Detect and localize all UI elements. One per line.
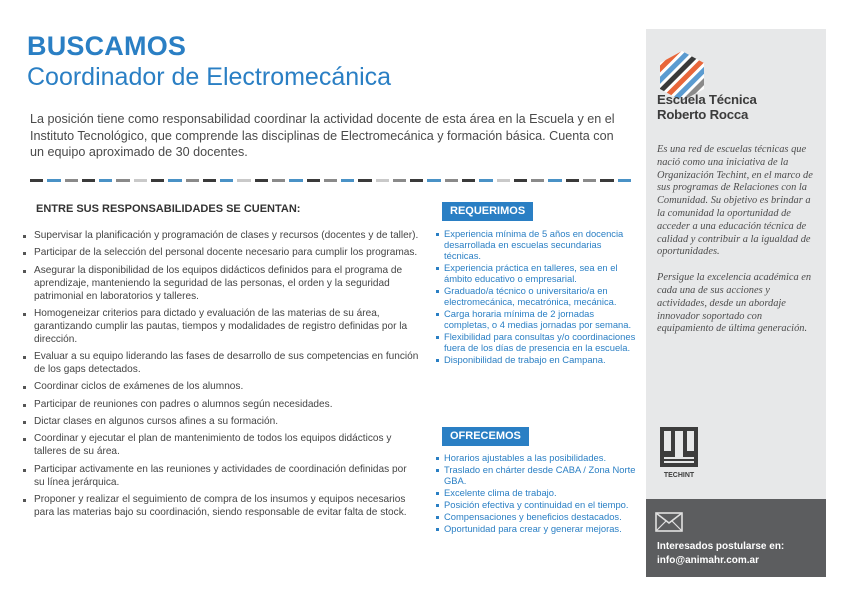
stripe-segment [289, 179, 302, 182]
stripe-segment [30, 179, 43, 182]
stripe-segment [186, 179, 199, 182]
stripe-segment [134, 179, 147, 182]
stripe-segment [393, 179, 406, 182]
stripe-segment [618, 179, 631, 182]
techint-logo-icon [660, 427, 698, 481]
list-item: Flexibilidad para consultas y/o coordinaciones fuera de los días de presencia en la escuela. [436, 331, 636, 353]
stripe-segment [566, 179, 579, 182]
stripe-segment [358, 179, 371, 182]
list-item: Graduado/a técnico o universitario/a en electromecánica, mecatrónica, mecánica. [436, 285, 636, 307]
color-stripe-divider [30, 179, 631, 182]
stripe-segment [65, 179, 78, 182]
stripe-segment [168, 179, 181, 182]
stripe-segment [479, 179, 492, 182]
list-item: Coordinar y ejecutar el plan de mantenimiento de todos los equipos didácticos y talleres de su área. [23, 432, 419, 458]
list-item: Excelente clima de trabajo. [436, 487, 636, 498]
list-item: Participar de reuniones con padres o alumnos según necesidades. [23, 398, 419, 411]
offers-badge: OFRECEMOS [442, 427, 529, 446]
stripe-segment [341, 179, 354, 182]
stripe-segment [410, 179, 423, 182]
sidebar-paragraph: Es una red de escuelas técnicas que nació como una iniciativa de la Organización Techint, en el marco de sus programas de Relaciones con la Comunidad. Su objetivo es brindar a la comunidad la oportunidad de acceder a una educación técnica de calidad y contribuir a la igualdad de oportunidades. [657, 144, 813, 258]
school-name-line1: Escuela Técnica [657, 92, 757, 107]
page-title: BUSCAMOS [27, 31, 187, 61]
stripe-segment [99, 179, 112, 182]
list-item: Experiencia mínima de 5 años en docencia desarrollada en escuelas secundarias técnicas. [436, 228, 636, 261]
stripe-segment [427, 179, 440, 182]
stripe-segment [531, 179, 544, 182]
stripe-segment [272, 179, 285, 182]
stripe-segment [237, 179, 250, 182]
stripe-segment [445, 179, 458, 182]
stripe-segment [600, 179, 613, 182]
list-item: Posición efectiva y continuidad en el tiempo. [436, 499, 636, 510]
stripe-segment [82, 179, 95, 182]
list-item: Carga horaria mínima de 2 jornadas completas, o 4 medias jornadas por semana. [436, 308, 636, 330]
list-item: Dictar clases en algunos cursos afines a su formación. [23, 415, 419, 428]
contact-box [646, 499, 826, 577]
stripe-segment [116, 179, 129, 182]
list-item: Oportunidad para crear y generar mejoras. [436, 523, 636, 534]
list-item: Homogeneizar criterios para dictado y evaluación de las materias de su área, garantizando cumplir las pautas, tiempos y modalidades de registro definidas por la dirección. [23, 307, 419, 346]
stripe-segment [583, 179, 596, 182]
responsibilities-heading: ENTRE SUS RESPONSABILIDADES SE CUENTAN: [36, 203, 301, 215]
stripe-segment [548, 179, 561, 182]
list-item: Evaluar a su equipo liderando las fases de desarrollo de sus competencias en función de los gaps detectados. [23, 350, 419, 376]
list-item: Supervisar la planificación y programación de clases y recursos (docentes y de taller). [23, 229, 419, 242]
contact-label: Interesados postularse en: [657, 541, 785, 552]
stripe-segment [462, 179, 475, 182]
list-item: Traslado en chárter desde CABA / Zona Norte GBA. [436, 464, 636, 486]
stripe-segment [255, 179, 268, 182]
offers-list [436, 452, 636, 535]
responsibilities-list [23, 229, 419, 523]
list-item: Coordinar ciclos de exámenes de los alumnos. [23, 380, 419, 393]
stripe-segment [151, 179, 164, 182]
sidebar-paragraph: Persigue la excelencia académica en cada una de sus acciones y actividades, desde un abordaje innovador soportado con equipamiento de última generación. [657, 272, 812, 335]
requirements-list [436, 228, 636, 366]
list-item: Experiencia práctica en talleres, sea en el ámbito educativo o empresarial. [436, 262, 636, 284]
intro-paragraph: La posición tiene como responsabilidad coordinar la actividad docente de esta área en la Escuela y en el Instituto Tecnológico, que comprende las disciplinas de Electromecánica y formación básica. Cuenta con un equipo aproximado de 30 docentes. [30, 112, 615, 159]
mail-icon [655, 512, 683, 532]
techint-logo-text: TECHINT [663, 472, 695, 479]
stripe-segment [497, 179, 510, 182]
school-name-line2: Roberto Rocca [657, 107, 749, 122]
list-item: Horarios ajustables a las posibilidades. [436, 452, 636, 463]
stripe-segment [203, 179, 216, 182]
list-item: Proponer y realizar el seguimiento de compra de los insumos y equipos necesarios para las materias bajo su coordinación, siendo responsable de evitar falta de stock. [23, 493, 419, 519]
requirements-badge: REQUERIMOS [442, 202, 533, 221]
sidebar-panel [646, 29, 826, 577]
stripe-segment [47, 179, 60, 182]
list-item: Participar de la selección del personal docente necesario para cumplir los programas. [23, 246, 419, 259]
list-item: Asegurar la disponibilidad de los equipos didácticos definidos para el programa de aprendizaje, manteniendo la seguridad de las personas, el orden y la seguridad patrimonial en laboratorios y talleres. [23, 264, 419, 303]
list-item: Participar activamente en las reuniones y actividades de coordinación definidas por su línea jerárquica. [23, 463, 419, 489]
sidebar-description [657, 144, 821, 349]
contact-email[interactable]: info@animahr.com.ar [657, 555, 759, 566]
list-item: Compensaciones y beneficios destacados. [436, 511, 636, 522]
position-title: Coordinador de Electromecánica [27, 63, 392, 91]
stripe-segment [514, 179, 527, 182]
list-item: Disponibilidad de trabajo en Campana. [436, 354, 636, 365]
stripe-segment [307, 179, 320, 182]
stripe-segment [220, 179, 233, 182]
stripe-segment [324, 179, 337, 182]
stripe-segment [376, 179, 389, 182]
